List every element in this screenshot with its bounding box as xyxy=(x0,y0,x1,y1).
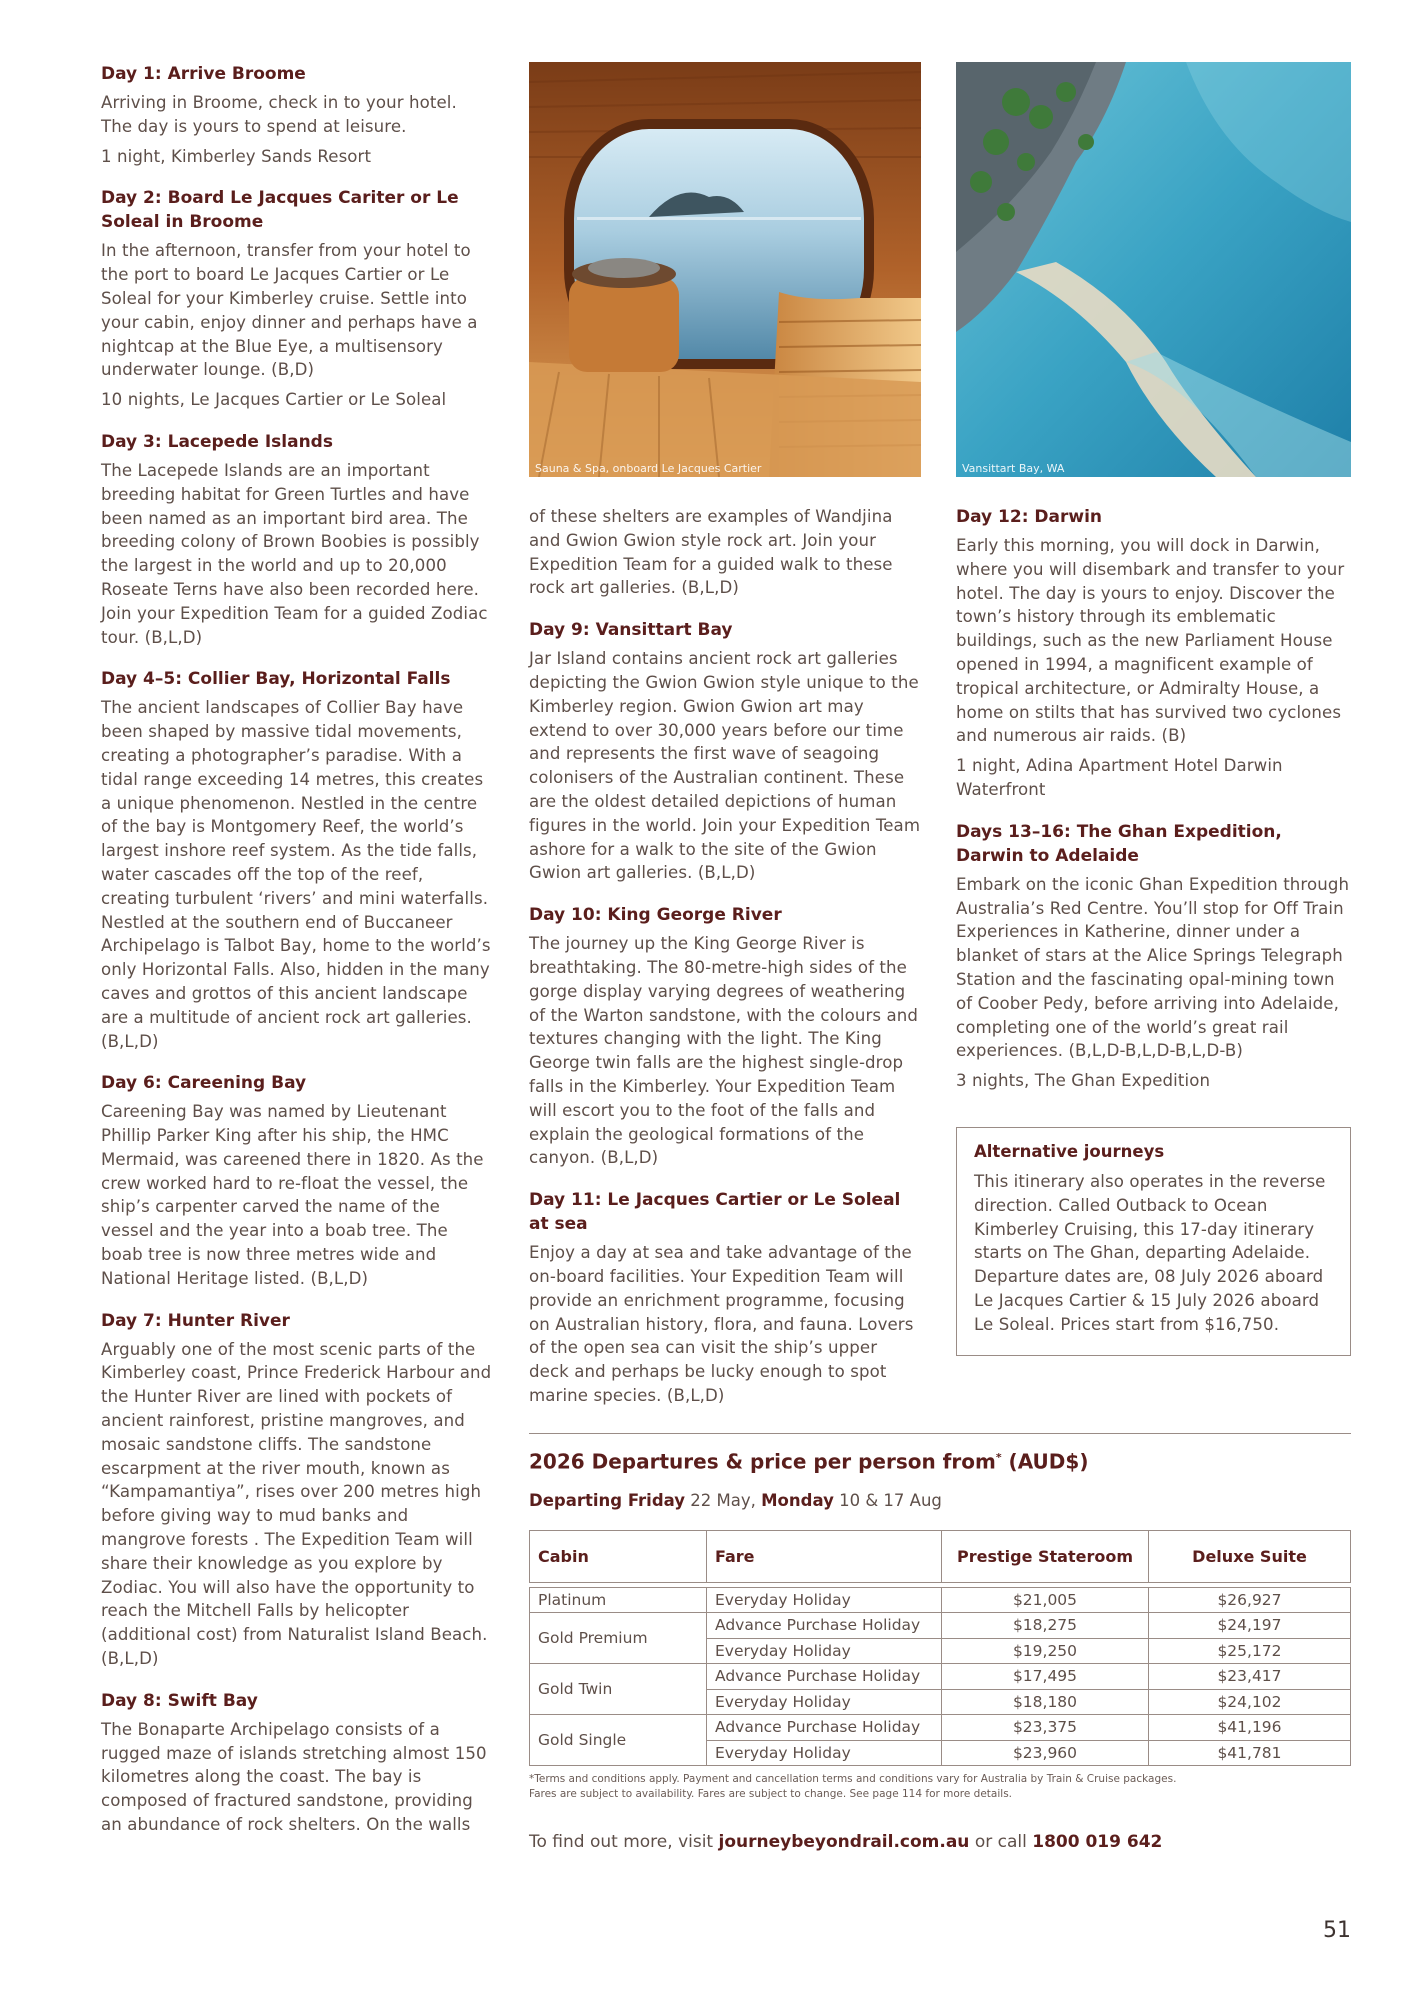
itinerary-day xyxy=(956,505,1351,802)
alternative-journeys-box xyxy=(956,1127,1351,1356)
day-title: Day 8: Swift Bay xyxy=(101,1690,258,1711)
day-title: Day 9: Vansittart Bay xyxy=(529,620,733,641)
column-left xyxy=(101,62,493,1855)
day-paragraph: 3 nights, The Ghan Expedition xyxy=(956,1071,1211,1091)
day-title: Day 12: Darwin xyxy=(956,507,1103,527)
day-paragraph: Careening Bay was named by Lieutenant Phillip Parker King after his ship, the HMC Mermaid, was careened there in 1820. As the crew worked hard to re-float the vessel, the ship’s carpenter carved the name of the vessel and the year into a boab tree. The boab tree is now three metres wide and National Heritage listed. (B,L,D) xyxy=(101,1102,484,1288)
prestige-price-cell: $17,495 xyxy=(942,1664,1149,1690)
day-title: Day 6: Careening Bay xyxy=(101,1073,307,1094)
pricing-section xyxy=(529,1433,1351,1854)
fare-cell: Everyday Holiday xyxy=(707,1740,942,1766)
price-table-body xyxy=(530,1582,1351,1766)
prestige-price-cell: $18,275 xyxy=(942,1613,1149,1639)
day-paragraph: The journey up the King George River is breathtaking. The 80-metre-high sides of the gorge display varying degrees of weathering of the Warton sandstone, with the colours and textures changing with the light. The King George twin falls are the highest single-drop falls in the Kimberley. Your Expedition Team will escort you to the foot of the falls and explain the geological formations of the canyon. (B,L,D) xyxy=(529,934,919,1168)
pricing-title-asterisk: * xyxy=(995,1451,1002,1464)
contact-prefix: To find out more, visit xyxy=(529,1832,719,1853)
pricing-title xyxy=(529,1444,1351,1476)
itinerary-day xyxy=(101,1689,493,1837)
itinerary-day xyxy=(101,186,493,412)
deluxe-price-cell: $24,102 xyxy=(1149,1689,1351,1715)
itinerary-day xyxy=(101,1071,493,1290)
price-table-header xyxy=(530,1530,1351,1582)
fare-cell: Everyday Holiday xyxy=(707,1689,942,1715)
sauna-photo xyxy=(529,62,921,477)
table-row xyxy=(530,1587,1351,1613)
pricing-title-text: 2026 Departures & price per person from xyxy=(529,1449,996,1474)
cabin-cell: Gold Twin xyxy=(530,1664,707,1715)
header-deluxe: Deluxe Suite xyxy=(1149,1530,1351,1582)
phone-number[interactable]: 1800 019 642 xyxy=(1032,1832,1163,1853)
header-fare: Fare xyxy=(707,1530,942,1582)
day-title: Day 10: King George River xyxy=(529,905,782,926)
day-paragraph: 10 nights, Le Jacques Cartier or Le Soleal xyxy=(101,390,447,410)
day-title: Day 1: Arrive Broome xyxy=(101,64,306,84)
header-cabin: Cabin xyxy=(530,1530,707,1582)
day-title: Days 13–16: The Ghan Expedition, Darwin to Adelaide xyxy=(956,821,1282,866)
day-paragraph: Arguably one of the most scenic parts of the Kimberley coast, Prince Frederick Harbour and the Hunter River are lined with pockets of ancient rainforest, pristine mangroves, and mosaic sandstone cliffs. The sandstone escarpment at the river mouth, known as “Kampamantiya”, rises over 200 metres high before giving way to mud banks and mangrove forests . The Expedition Team will share their knowledge as you explore by Zodiac. You will also have the opportunity to reach the Mitchell Falls by helicopter (additional cost) from Naturalist Island Beach. (B,L,D) xyxy=(101,1339,492,1669)
day-paragraph: Jar Island contains ancient rock art galleries depicting the Gwion Gwion style unique to the Kimberley region. Gwion Gwion art may extend to over 30,000 years before our time and represents the first wave of seagoing colonisers of the Australian continent. These are the oldest detailed depictions of human figures in the world. Join your Expedition Team ashore for a walk to the site of the Gwion Gwion art galleries. (B,L,D) xyxy=(529,649,921,883)
itinerary-day xyxy=(101,62,493,168)
cabin-cell: Platinum xyxy=(530,1587,707,1613)
day-paragraph: In the afternoon, transfer from your hotel to the port to board Le Jacques Cartier or Le Soleal for your Kimberley cruise. Settle into your cabin, enjoy dinner and perhaps have a nightcap at the Blue Eye, a multisensory underwater lounge. (B,D) xyxy=(101,241,478,380)
page-number: 51 xyxy=(1323,1918,1351,1943)
day-paragraph: The Bonaparte Archipelago consists of a rugged maze of islands stretching almost 150 kilometres along the coast. The bay is composed of fractured sandstone, providing an abundance of rock shelters. On the walls xyxy=(101,1719,487,1835)
departing-day-label: Departing Friday xyxy=(529,1490,686,1510)
price-table xyxy=(529,1530,1351,1767)
prestige-price-cell: $21,005 xyxy=(942,1587,1149,1613)
departing-dates-1: 22 May, xyxy=(685,1490,762,1510)
pricing-title-currency: (AUD$) xyxy=(1001,1449,1089,1474)
prestige-price-cell: $23,375 xyxy=(942,1715,1149,1741)
column-right xyxy=(956,62,1351,1356)
itinerary-day xyxy=(101,667,493,1053)
itinerary-day xyxy=(956,820,1351,1093)
deluxe-price-cell: $41,196 xyxy=(1149,1715,1351,1741)
divider xyxy=(529,1433,1351,1434)
itinerary-day xyxy=(101,1309,493,1671)
departure-dates xyxy=(529,1490,1351,1512)
fare-cell: Advance Purchase Holiday xyxy=(707,1613,942,1639)
day-paragraph: Early this morning, you will dock in Darwin, where you will disembark and transfer to your hotel. The day is yours to enjoy. Discover the town’s history through its emblematic buildings, such as the new Parliament House opened in 1994, a magnificent example of tropical architecture, or Admiralty House, a home on stilts that has survived two cyclones and numerous air raids. (B) xyxy=(956,536,1345,746)
fare-cell: Everyday Holiday xyxy=(707,1638,942,1664)
prestige-price-cell: $19,250 xyxy=(942,1638,1149,1664)
contact-line xyxy=(529,1830,1351,1854)
fare-cell: Advance Purchase Holiday xyxy=(707,1715,942,1741)
day-title: Day 4–5: Collier Bay, Horizontal Falls xyxy=(101,669,451,690)
contact-middle: or call xyxy=(969,1832,1033,1853)
sauna-caption: Sauna & Spa, onboard Le Jacques Cartier xyxy=(535,462,762,475)
footnote-line-1: *Terms and conditions apply. Payment and cancellation terms and conditions vary for Australia by Train & Cruise packages. xyxy=(529,1773,1177,1786)
bay-photo xyxy=(956,62,1351,477)
header-prestige: Prestige Stateroom xyxy=(942,1530,1149,1582)
day-paragraph: Embark on the iconic Ghan Expedition through Australia’s Red Centre. You’ll stop for Off Train Experiences in Katherine, dinner under a blanket of stars at the Alice Springs Telegraph Station and the fascinating opal-mining town of Coober Pedy, before arriving into Adelaide, completing one of the world’s great rail experiences. (B,L,D-B,L,D-B,L,D-B) xyxy=(956,874,1350,1061)
deluxe-price-cell: $25,172 xyxy=(1149,1638,1351,1664)
itinerary-day xyxy=(101,430,493,649)
day-paragraph: 1 night, Kimberley Sands Resort xyxy=(101,146,372,166)
column-middle xyxy=(529,62,921,1426)
day-paragraph: Arriving in Broome, check in to your hotel. The day is yours to spend at leisure. xyxy=(101,93,457,136)
prestige-price-cell: $23,960 xyxy=(942,1740,1149,1766)
deluxe-price-cell: $23,417 xyxy=(1149,1664,1351,1690)
table-row xyxy=(530,1715,1351,1741)
departing-day-label-2: Monday xyxy=(761,1490,834,1510)
itinerary-day xyxy=(529,903,921,1170)
deluxe-price-cell: $41,781 xyxy=(1149,1740,1351,1766)
sauna-image-icon xyxy=(529,62,921,477)
itinerary-day xyxy=(529,505,921,600)
prestige-price-cell: $18,180 xyxy=(942,1689,1149,1715)
website-link[interactable]: journeybeyondrail.com.au xyxy=(718,1832,970,1853)
day-title: Day 2: Board Le Jacques Cariter or Le Soleal in Broome xyxy=(101,188,459,233)
fare-cell: Everyday Holiday xyxy=(707,1587,942,1613)
day-paragraph: The Lacepede Islands are an important breeding habitat for Green Turtles and have been named as an important bird area. The breeding colony of Brown Boobies is possibly the largest in the world and up to 20,000 Roseate Terns have also been recorded here. Join your Expedition Team for a guided Zodiac tour. (B,L,D) xyxy=(101,460,488,647)
fare-cell: Advance Purchase Holiday xyxy=(707,1664,942,1690)
table-row xyxy=(530,1613,1351,1639)
bay-caption: Vansittart Bay, WA xyxy=(962,462,1065,475)
day-title: Day 7: Hunter River xyxy=(101,1310,290,1331)
footnote-line-2: Fares are subject to availability. Fares are subject to change. See page 114 for more details. xyxy=(529,1788,1012,1801)
cabin-cell: Gold Single xyxy=(530,1715,707,1766)
deluxe-price-cell: $26,927 xyxy=(1149,1587,1351,1613)
departing-dates-2: 10 & 17 Aug xyxy=(833,1490,942,1510)
cabin-cell: Gold Premium xyxy=(530,1613,707,1664)
deluxe-price-cell: $24,197 xyxy=(1149,1613,1351,1639)
day-paragraph: 1 night, Adina Apartment Hotel Darwin Waterfront xyxy=(956,756,1283,799)
alternative-journeys-text: This itinerary also operates in the reverse direction. Called Outback to Ocean Kimberley Cruising, this 17-day itinerary starts on The Ghan, departing Adelaide. Departure dates are, 08 July 2026 aboard Le Jacques Cartier & 15 July 2026 aboard Le Soleal. Prices start from $16,750. xyxy=(974,1171,1326,1334)
day-title: Day 3: Lacepede Islands xyxy=(101,431,333,452)
day-title: Day 11: Le Jacques Cartier or Le Soleal at sea xyxy=(529,1190,901,1235)
day-paragraph: The ancient landscapes of Collier Bay have been shaped by massive tidal movements, creating a photographer’s paradise. With a tidal range exceeding 14 metres, this creates a unique phenomenon. Nestled in the centre of the bay is Montgomery Reef, the world’s largest inshore reef system. As the tide falls, water cascades off the top of the reef, creating turbulent ‘rivers’ and mini waterfalls. Nestled at the southern end of Buccaneer Archipelago is Talbot Bay, home to the world’s only Horizontal Falls. Also, hidden in the many caves and grottos of this ancient landscape are a multitude of ancient rock art galleries. (B,L,D) xyxy=(101,698,491,1051)
aerial-bay-image-icon xyxy=(956,62,1351,477)
day-paragraph: Enjoy a day at sea and take advantage of the on-board facilities. Your Expedition Team will provide an enrichment programme, focusing on Australian history, flora, and fauna. Lovers of the open sea can visit the ship’s upper deck and perhaps be lucky enough to spot marine species. (B,L,D) xyxy=(529,1243,914,1405)
day-paragraph: of these shelters are examples of Wandjina and Gwion Gwion style rock art. Join your Expedition Team for a guided walk to these rock art galleries. (B,L,D) xyxy=(529,507,893,598)
alternative-journeys-title: Alternative journeys xyxy=(974,1141,1165,1161)
table-row xyxy=(530,1664,1351,1690)
footnote xyxy=(529,1772,1351,1802)
itinerary-day xyxy=(529,618,921,885)
itinerary-day xyxy=(529,1188,921,1408)
